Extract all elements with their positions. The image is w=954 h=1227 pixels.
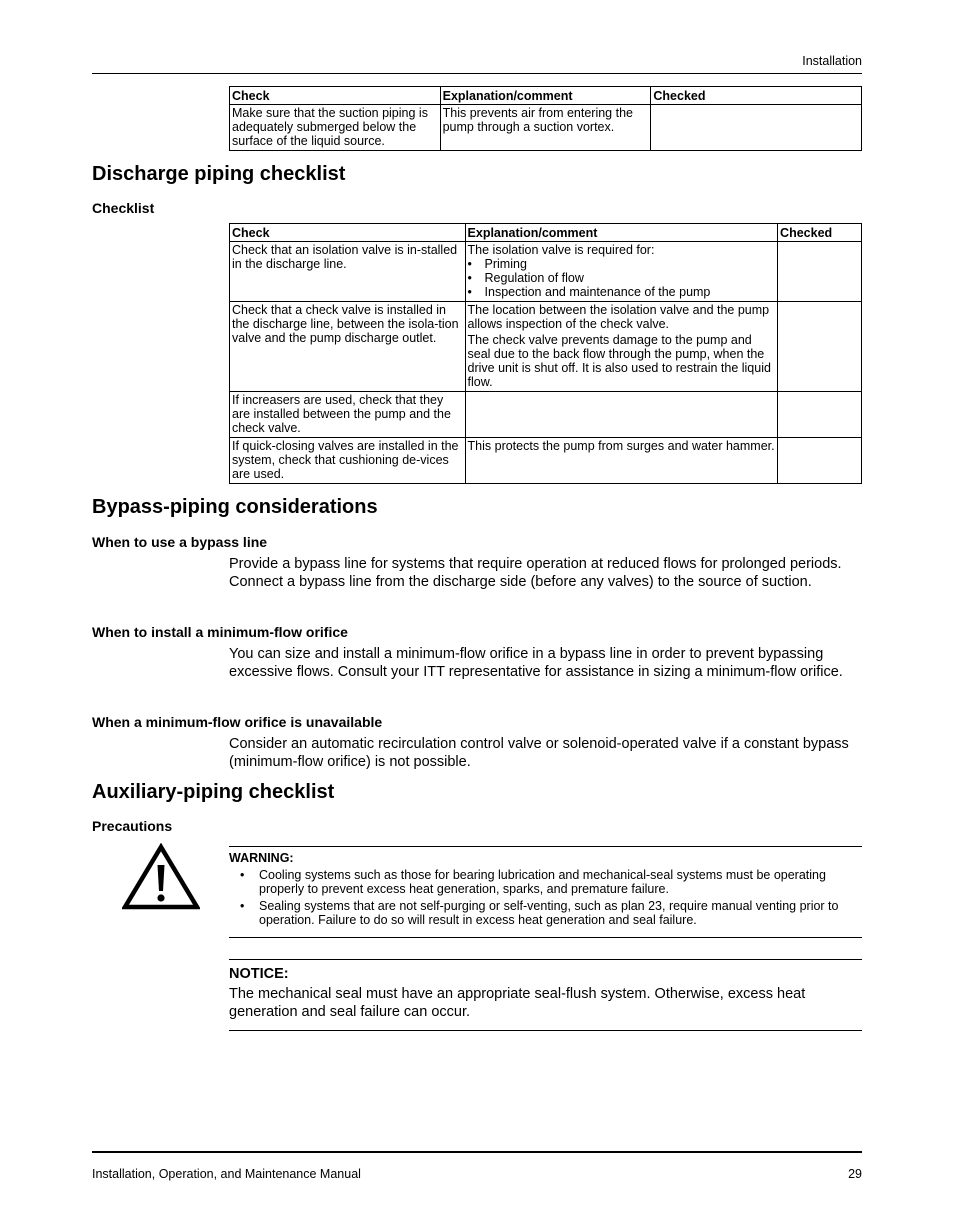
warning-title: WARNING: xyxy=(229,851,294,865)
suction-checklist-table xyxy=(229,86,862,151)
running-header: Installation xyxy=(802,54,862,68)
table-row xyxy=(230,242,862,302)
checked-cell xyxy=(778,392,862,438)
column-header-comment: Explanation/comment xyxy=(465,224,778,242)
warning-bottom-rule xyxy=(229,937,862,938)
discharge-heading: Discharge piping checklist xyxy=(92,163,346,185)
check-cell: If increasers are used, check that they are installed between the pump and the check valve. xyxy=(230,392,466,438)
check-cell: Check that an isolation valve is in-stalled in the discharge line. xyxy=(230,242,466,302)
warning-list xyxy=(229,869,849,931)
checked-cell xyxy=(651,105,862,151)
check-cell: If quick-closing valves are installed in the system, check that cushioning de-vices are used. xyxy=(230,438,466,484)
header-rule xyxy=(92,73,862,74)
table-row xyxy=(230,392,862,438)
check-cell: Make sure that the suction piping is adequately submerged below the surface of the liquid source. xyxy=(230,105,441,151)
auxiliary-heading: Auxiliary-piping checklist xyxy=(92,781,335,803)
column-header-comment: Explanation/comment xyxy=(440,87,651,105)
table-row xyxy=(230,302,862,392)
comment-intro: The isolation valve is required for: xyxy=(467,243,655,257)
table-row xyxy=(230,438,862,484)
bypass-subheading-install-orifice: When to install a minimum-flow orifice xyxy=(92,624,348,640)
checked-cell xyxy=(778,438,862,484)
comment-cell: This prevents air from entering the pump through a suction vortex. xyxy=(440,105,651,151)
comment-cell xyxy=(465,242,778,302)
table-row xyxy=(230,105,862,151)
comment-bullet-list xyxy=(468,257,776,299)
table-header-row xyxy=(230,224,862,242)
bypass-paragraph: Provide a bypass line for systems that require operation at reduced flows for prolonged periods. Connect a bypass line from the discharge side (before any valves) to the source of suction. xyxy=(229,556,842,590)
checked-cell xyxy=(778,302,862,392)
column-header-check: Check xyxy=(230,224,466,242)
comment-cell xyxy=(465,302,778,392)
discharge-checklist-table xyxy=(229,223,862,484)
unavailable-paragraph: Consider an automatic recirculation control valve or solenoid-operated valve if a constant bypass (minimum-flow orifice) is not possible. xyxy=(229,736,849,770)
column-header-check: Check xyxy=(230,87,441,105)
comment-cell: This protects the pump from surges and water hammer. xyxy=(465,438,778,484)
bypass-heading: Bypass-piping considerations xyxy=(92,496,378,518)
discharge-subheading: Checklist xyxy=(92,200,155,216)
precautions-subheading: Precautions xyxy=(92,818,173,834)
comment-paragraph: The location between the isolation valve and the pump allows inspection of the check valve. xyxy=(467,303,770,331)
notice-top-rule xyxy=(229,959,862,960)
notice-title: NOTICE: xyxy=(229,966,289,982)
notice-bottom-rule xyxy=(229,1030,862,1031)
footer-manual-title: Installation, Operation, and Maintenance Manual xyxy=(92,1167,361,1181)
list-item: • Cooling systems such as those for bearing lubrication and mechanical-seal systems must be operating properly to prevent excess heat generation, sparks, and premature failure. xyxy=(229,869,849,896)
comment-paragraph: The check valve prevents damage to the pump and seal due to the back flow through the pump, when the drive unit is shut off. It is also used to restrain the liquid flow. xyxy=(467,333,771,389)
notice-text: The mechanical seal must have an appropriate seal-flush system. Otherwise, excess heat generation and seal failure can occur. xyxy=(229,986,806,1020)
warning-top-rule xyxy=(229,846,862,847)
check-cell: Check that a check valve is installed in the discharge line, between the isola-tion valve and the pump discharge outlet. xyxy=(230,302,466,392)
page-number: 29 xyxy=(848,1167,862,1181)
list-item: • Priming xyxy=(468,257,776,271)
bypass-subheading-orifice-unavailable: When a minimum-flow orifice is unavailable xyxy=(92,714,383,730)
footer-rule xyxy=(92,1151,862,1153)
column-header-checked: Checked xyxy=(778,224,862,242)
list-item: • Regulation of flow xyxy=(468,271,776,285)
list-item: • Sealing systems that are not self-purging or self-venting, such as plan 23, require manual venting prior to operation. Failure to do so will result in excess heat generation and seal failure. xyxy=(229,900,849,927)
list-item: • Inspection and maintenance of the pump xyxy=(468,285,776,299)
table-header-row xyxy=(230,87,862,105)
warning-triangle-icon xyxy=(122,843,200,911)
bypass-subheading-when-to-use: When to use a bypass line xyxy=(92,534,268,550)
column-header-checked: Checked xyxy=(651,87,862,105)
checked-cell xyxy=(778,242,862,302)
orifice-paragraph: You can size and install a minimum-flow orifice in a bypass line in order to prevent bypassing excessive flows. Consult your ITT representative for assistance in sizing a minimum-flow orifice. xyxy=(229,646,843,680)
comment-cell xyxy=(465,392,778,438)
